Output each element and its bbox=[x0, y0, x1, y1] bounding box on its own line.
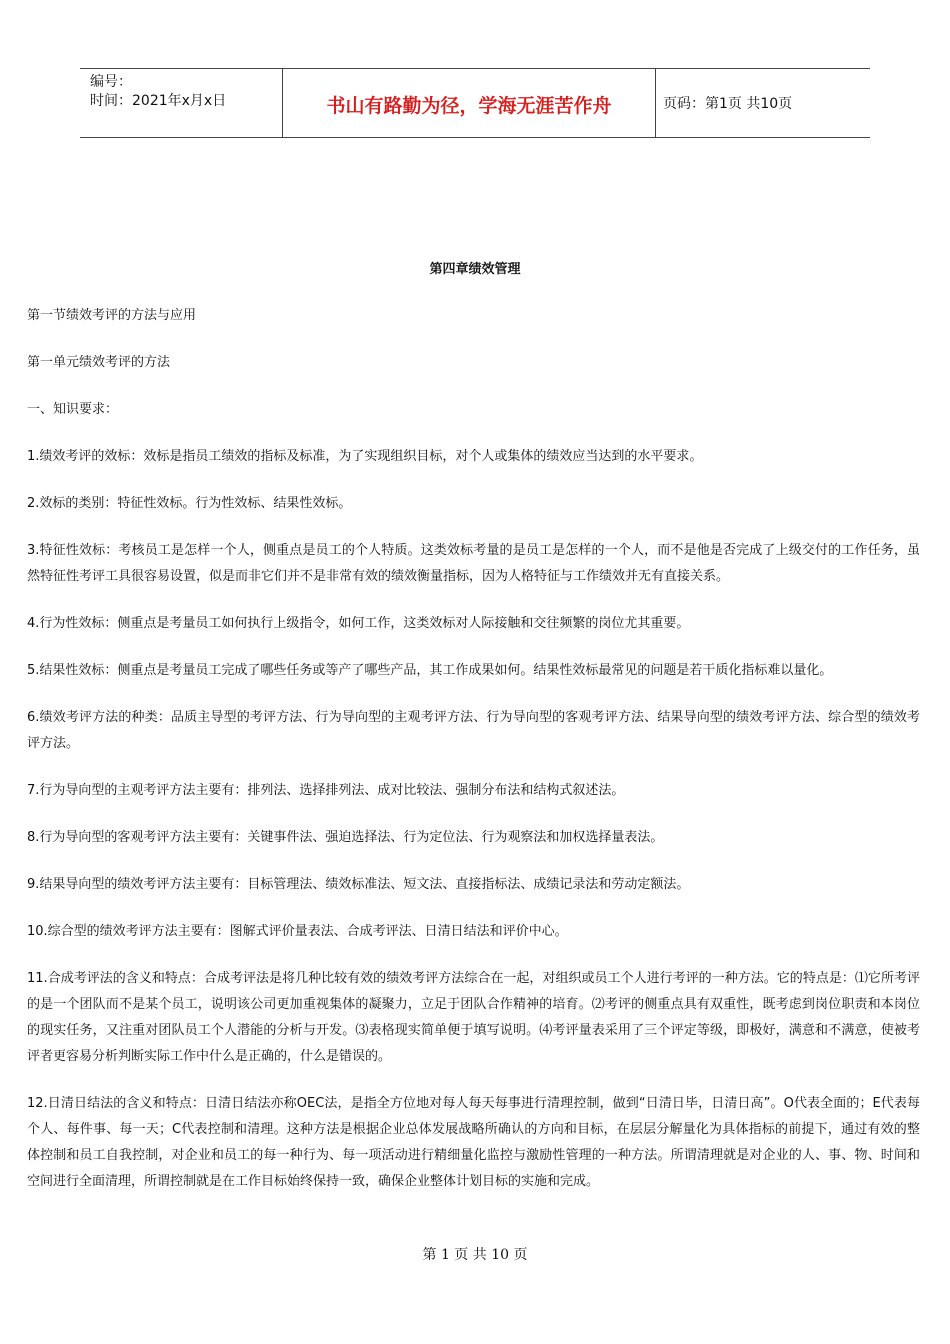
header-page-cell bbox=[655, 69, 870, 137]
section-heading: 第一节绩效考评的方法与应用 bbox=[27, 308, 197, 323]
paragraph: 11.合成考评法的含义和特点：合成考评法是将几种比较有效的绩效考评方法综合在一起，对组织或员工个人进行考评的一种方法。它的特点是：⑴它所考评的是一个团队而不是某个员工，说明该公司更加重视集体的凝聚力，立足于团队合作精神的培育。⑵考评的侧重点具有双重性，既考虑到岗位职责和本岗位的现实任务，又注重对团队员工个人潜能的分析与开发。⑶表格现实简单便于填写说明。⑷考评量表采用了三个评定等级，即极好，满意和不满意，使被考评者更容易分析判断实际工作中什么是正确的，什么是错误的。 bbox=[27, 971, 920, 1064]
paragraph: 12.日清日结法的含义和特点：日清日结法亦称OEC法，是指全方位地对每人每天每事进行清理控制，做到“日清日毕，日清日高”。O代表全面的；E代表每个人、每件事、每一天；C代表控制和清理。这种方法是根据企业总体发展战略所确认的方向和目标，在层层分解量化为具体指标的前提下，通过有效的整体控制和员工自我控制，对企业和员工的每一种行为、每一项活动进行精细量化监控与激励性管理的一种方法。所谓清理就是对企业的人、事、物、时间和空间进行全面清理，所谓控制就是在工作目标始终保持一致，确保企业整体计划目标的实施和完成。 bbox=[27, 1096, 920, 1189]
paragraph: 6.绩效考评方法的种类：品质主导型的考评方法、行为导向型的主观考评方法、行为导向型的客观考评方法、结果导向型的绩效考评方法、综合型的绩效考评方法。 bbox=[27, 710, 920, 751]
paragraph: 3.特征性效标：考核员工是怎样一个人，侧重点是员工的个人特质。这类效标考量的是员工是怎样的一个人，而不是他是否完成了上级交付的工作任务，虽然特征性考评工具很容易设置，似是而非它们并不是非常有效的绩效衡量指标，因为人格特征与工作绩效并无有直接关系。 bbox=[27, 543, 920, 584]
page-footer: 第 1 页 共 10 页 bbox=[422, 1247, 528, 1263]
header-meta bbox=[80, 69, 282, 137]
unit-heading: 第一单元绩效考评的方法 bbox=[27, 355, 171, 370]
subsection-heading: 一、知识要求： bbox=[27, 402, 119, 417]
paragraph: 7.行为导向型的主观考评方法主要有：排列法、选择排列法、成对比较法、强制分布法和结构式叙述法。 bbox=[27, 783, 625, 798]
paragraph: 2.效标的类别：特征性效标。行为性效标、结果性效标。 bbox=[27, 496, 352, 511]
paragraph: 10.综合型的绩效考评方法主要有：图解式评价量表法、合成考评法、日清日结法和评价中心。 bbox=[27, 924, 568, 939]
paragraph: 1.绩效考评的效标：效标是指员工绩效的指标及标准，为了实现组织目标，对个人或集体的绩效应当达到的水平要求。 bbox=[27, 449, 703, 464]
chapter-title: 第四章绩效管理 bbox=[429, 262, 521, 277]
time-label: 时间：2021年x月x日 bbox=[90, 93, 227, 109]
paragraph: 9.结果导向型的绩效考评方法主要有：目标管理法、绩效标准法、短文法、直接指标法、成绩记录法和劳动定额法。 bbox=[27, 877, 690, 892]
header-page-info: 页码：第1页 共10页 bbox=[663, 96, 793, 112]
number-label: 编号： bbox=[90, 74, 132, 90]
paragraph: 4.行为性效标：侧重点是考量员工如何执行上级指令，如何工作，这类效标对人际接触和交往频繁的岗位尤其重要。 bbox=[27, 616, 690, 631]
motto: 书山有路勤为径，学海无涯苦作舟 bbox=[326, 95, 612, 117]
document-header bbox=[80, 68, 870, 138]
header-motto-cell bbox=[282, 69, 656, 137]
paragraph: 8.行为导向型的客观考评方法主要有：关键事件法、强迫选择法、行为定位法、行为观察法和加权选择量表法。 bbox=[27, 830, 664, 845]
paragraph: 5.结果性效标：侧重点是考量员工完成了哪些任务或等产了哪些产品，其工作成果如何。结果性效标最常见的问题是若干质化指标难以量化。 bbox=[27, 663, 833, 678]
